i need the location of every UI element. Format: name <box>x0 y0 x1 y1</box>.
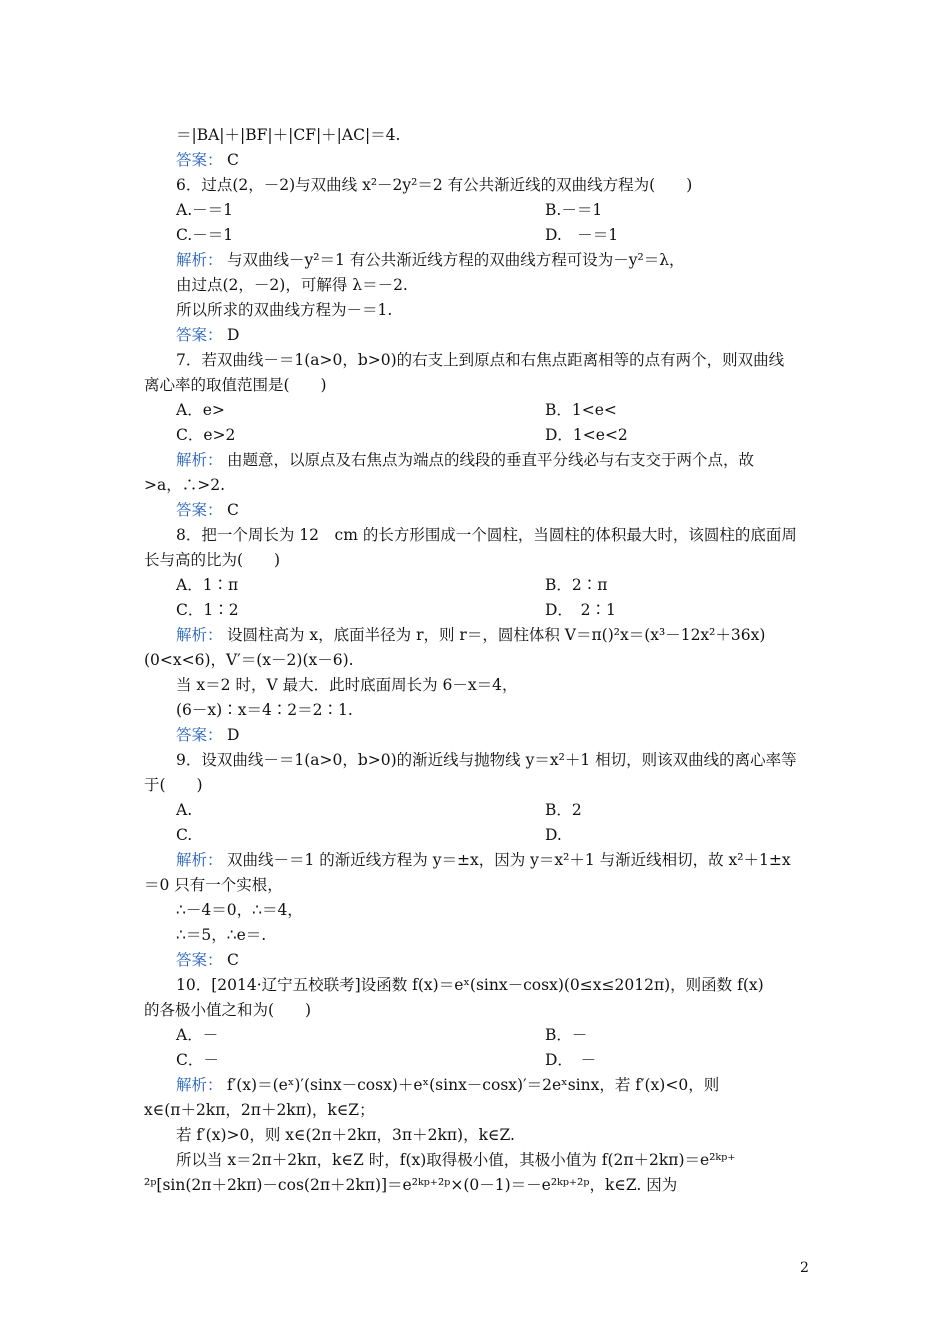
text-line <box>0 122 950 148</box>
analysis-label: 解析： <box>176 851 223 869</box>
text-line <box>0 647 950 673</box>
text-line <box>0 272 950 298</box>
question-stem: 6．过点(2，－2)与双曲线 x²－2y²＝2 有公共渐近线的双曲线方程为( ) <box>176 176 693 194</box>
text-line <box>0 822 950 848</box>
text-line <box>0 1047 950 1073</box>
text-segment: x∈(π＋2kπ，2π＋2kπ)，k∈Z； <box>144 1101 375 1119</box>
option-b: B．－ <box>545 1026 588 1044</box>
text-line <box>0 797 950 823</box>
text-line <box>0 572 950 598</box>
text-line <box>0 997 950 1023</box>
text-line <box>0 147 950 173</box>
text-line <box>0 347 950 373</box>
analysis-label: 解析： <box>176 451 223 469</box>
text-segment: 所以当 x＝2π＋2kπ，k∈Z 时，f(x)取得极小值，其极小值为 f(2π＋2kπ)＝e²ᵏᵖ⁺ <box>176 1151 736 1169</box>
answer-value: C <box>227 151 239 169</box>
text-line <box>0 197 950 223</box>
text-segment: 由题意，以原点及右焦点为端点的线段的垂直平分线必与右支交于两个点，故 <box>227 451 755 469</box>
option-d: D． 2∶1 <box>545 601 616 619</box>
option-c: C．1∶2 <box>176 601 239 619</box>
text-line <box>0 322 950 348</box>
question-stem: 长与高的比为( ) <box>144 551 281 569</box>
page-number-line <box>0 1255 950 1281</box>
text-segment: ∴＝5，∴e＝. <box>176 926 267 944</box>
answer-label: 答案： <box>176 151 223 169</box>
analysis-label: 解析： <box>176 251 223 269</box>
option-d: D. －＝1 <box>545 226 619 244</box>
text-line <box>0 522 950 548</box>
text-line <box>0 922 950 948</box>
option-c: C．－ <box>176 1051 219 1069</box>
option-a: A．－ <box>176 1026 219 1044</box>
page-number: 2 <box>800 1260 809 1276</box>
question-stem: 7．若双曲线－＝1(a>0，b>0)的右支上到原点和右焦点距离相等的点有两个，则双曲线 <box>176 351 785 369</box>
text-line <box>0 1097 950 1123</box>
option-c: C．e>2 <box>176 426 236 444</box>
text-line <box>0 222 950 248</box>
text-segment: >a，∴>2. <box>144 476 226 494</box>
option-c: C.－＝1 <box>176 226 234 244</box>
option-b: B．2∶π <box>545 576 608 594</box>
text-segment: ＝|BA|＋|BF|＋|CF|＋|AC|＝4. <box>176 126 401 144</box>
text-line <box>0 847 950 873</box>
text-line <box>0 1172 950 1198</box>
question-stem: 离心率的取值范围是( ) <box>144 376 327 394</box>
text-line <box>0 897 950 923</box>
text-segment: 当 x＝2 时，V 最大．此时底面周长为 6－x＝4， <box>176 676 518 694</box>
answer-value: C <box>227 501 239 519</box>
text-line <box>0 472 950 498</box>
option-d: D． － <box>545 1051 597 1069</box>
text-line <box>0 1122 950 1148</box>
text-segment: ∴－4＝0，∴＝4， <box>176 901 303 919</box>
text-line <box>0 972 950 998</box>
option-a: A．1∶π <box>176 576 239 594</box>
option-b: B.－＝1 <box>545 201 603 219</box>
option-d: D. <box>545 826 562 844</box>
text-line <box>0 397 950 423</box>
text-line <box>0 772 950 798</box>
question-stem: 10．[2014·辽宁五校联考]设函数 f(x)＝eˣ(sinx－cosx)(0≤x≤2012π)，则函数 f(x) <box>176 976 764 994</box>
option-b: B．2 <box>545 801 582 819</box>
text-line <box>0 1022 950 1048</box>
text-segment: 所以所求的双曲线方程为－＝1. <box>176 301 393 319</box>
answer-value: D <box>227 726 240 744</box>
question-stem: 8．把一个周长为 12 cm 的长方形围成一个圆柱，当圆柱的体积最大时，该圆柱的底面周 <box>176 526 797 544</box>
text-line <box>0 297 950 323</box>
text-line <box>0 697 950 723</box>
text-line <box>0 497 950 523</box>
text-line <box>0 1147 950 1173</box>
text-line <box>0 622 950 648</box>
option-b: B．1<e< <box>545 401 617 419</box>
option-a: A．e> <box>176 401 225 419</box>
text-segment: ＝0 只有一个实根， <box>144 876 283 894</box>
analysis-label: 解析： <box>176 1076 223 1094</box>
option-a: A.－＝1 <box>176 201 233 219</box>
text-segment: ²ᵖ[sin(2π＋2kπ)－cos(2π＋2kπ)]＝e²ᵏᵖ⁺²ᵖ×(0－1)＝－e²ᵏᵖ⁺²ᵖ，k∈Z. 因为 <box>144 1176 678 1194</box>
text-line <box>0 597 950 623</box>
option-d: D．1<e<2 <box>545 426 628 444</box>
text-segment: 与双曲线－y²＝1 有公共渐近线方程的双曲线方程可设为－y²＝λ， <box>227 251 685 269</box>
text-segment: (6－x)∶x＝4∶2＝2∶1. <box>176 701 353 719</box>
text-line <box>0 247 950 273</box>
text-segment: (0<x<6)，V′＝(x－2)(x－6). <box>144 651 354 669</box>
option-a: A. <box>176 801 193 819</box>
answer-label: 答案： <box>176 951 223 969</box>
analysis-label: 解析： <box>176 626 223 644</box>
text-line <box>0 447 950 473</box>
question-stem: 于( ) <box>144 776 203 794</box>
text-line <box>0 947 950 973</box>
text-line <box>0 722 950 748</box>
answer-label: 答案： <box>176 501 223 519</box>
text-segment: 设圆柱高为 x，底面半径为 r，则 r＝，圆柱体积 V＝π()²x＝(x³－12x²＋36x) <box>227 626 766 644</box>
text-line <box>0 747 950 773</box>
text-line <box>0 422 950 448</box>
text-line <box>0 1072 950 1098</box>
answer-value: D <box>227 326 240 344</box>
answer-label: 答案： <box>176 726 223 744</box>
text-segment: 由过点(2，－2)，可解得 λ＝－2. <box>176 276 408 294</box>
text-line <box>0 172 950 198</box>
text-segment: f′(x)＝(eˣ)′(sinx－cosx)＋eˣ(sinx－cosx)′＝2eˣsinx，若 f′(x)<0，则 <box>227 1076 720 1094</box>
text-line <box>0 372 950 398</box>
text-segment: 双曲线－＝1 的渐近线方程为 y＝±x，因为 y＝x²＋1 与渐近线相切，故 x²＋1±x <box>227 851 791 869</box>
text-line <box>0 547 950 573</box>
question-stem: 9．设双曲线－＝1(a>0，b>0)的渐近线与抛物线 y＝x²＋1 相切，则该双曲线的离心率等 <box>176 751 797 769</box>
question-stem: 的各极小值之和为( ) <box>144 1001 312 1019</box>
text-line <box>0 672 950 698</box>
answer-value: C <box>227 951 239 969</box>
option-c: C. <box>176 826 193 844</box>
answer-label: 答案： <box>176 326 223 344</box>
text-line <box>0 872 950 898</box>
text-segment: 若 f′(x)>0，则 x∈(2π＋2kπ，3π＋2kπ)，k∈Z. <box>176 1126 515 1144</box>
